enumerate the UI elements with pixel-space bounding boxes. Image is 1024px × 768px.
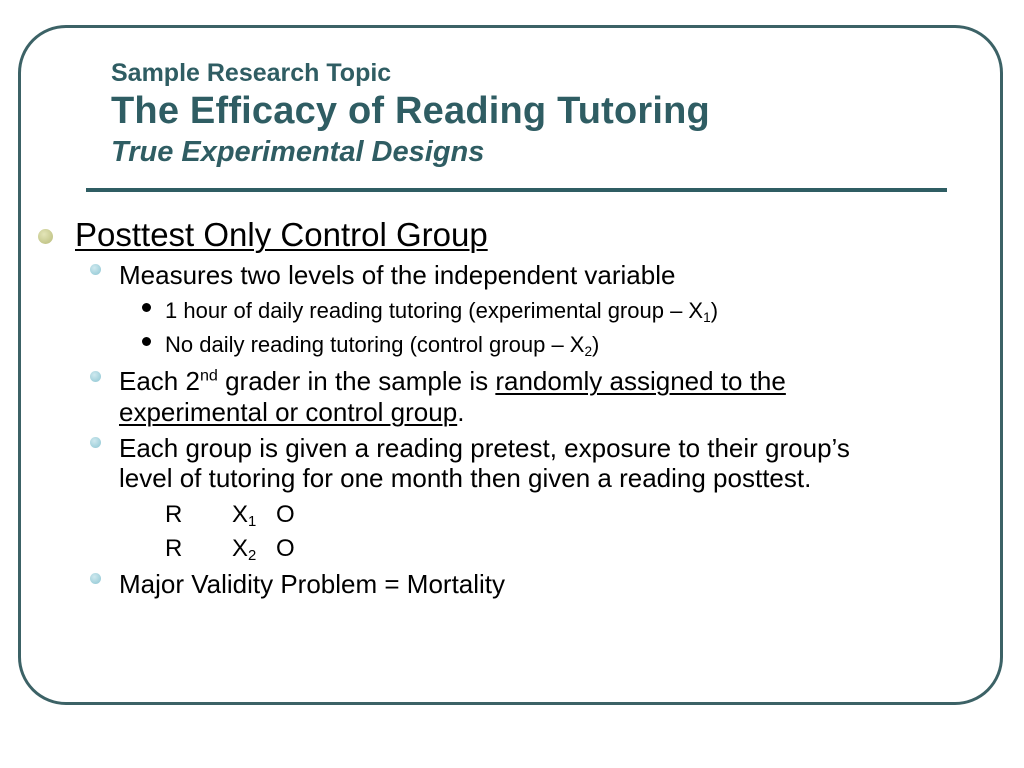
title-divider — [86, 188, 947, 192]
subscript-x2: 2 — [584, 343, 593, 359]
design-notation — [165, 501, 365, 571]
notation-r-1: R — [165, 501, 183, 528]
sub-bullet-control — [165, 331, 599, 359]
bullet-pretest-line1: Each group is given a reading pretest, exposure to their group’s — [119, 433, 850, 463]
notation-x-subscript: 2 — [248, 548, 257, 565]
title-line-topic: Sample Research Topic — [111, 59, 392, 87]
slide-title — [111, 58, 710, 170]
bullet-dot-level2 — [90, 437, 101, 448]
sub-bullet-experimental-text: 1 hour of daily reading tutoring (experimental group – X — [165, 298, 704, 323]
sub-bullet-control-close: ) — [592, 332, 600, 357]
notation-o-1: O — [276, 501, 295, 528]
main-bullet-heading: Posttest Only Control Group — [75, 216, 488, 253]
bullet-dot-level2 — [90, 371, 101, 382]
notation-x-letter: X — [232, 501, 249, 528]
bullet-dot-level3 — [142, 303, 151, 312]
notation-x-letter: X — [232, 535, 249, 562]
subscript-x1: 1 — [703, 309, 711, 325]
notation-x-2 — [232, 535, 256, 563]
bullet-dot-level1 — [38, 229, 53, 244]
sub-bullet-experimental-close: ) — [710, 298, 719, 323]
assignment-underlined-1: randomly assigned to the — [495, 366, 786, 396]
title-line-main: The Efficacy of Reading Tutoring — [111, 90, 710, 132]
sub-bullet-experimental — [165, 297, 718, 325]
bullet-assignment-line2 — [119, 397, 464, 427]
assignment-period: . — [457, 397, 465, 427]
assignment-pre: Each 2 — [119, 366, 200, 396]
notation-o-2: O — [276, 535, 295, 562]
bullet-measures-text: Measures two levels of the independent variable — [119, 260, 676, 290]
bullet-pretest-line2: level of tutoring for one month then given a reading posttest. — [119, 463, 812, 493]
assignment-mid: grader in the sample is — [217, 366, 496, 396]
bullet-dot-level2 — [90, 264, 101, 275]
bullet-dot-level3 — [142, 337, 151, 346]
bullet-dot-level2 — [90, 573, 101, 584]
title-line-subtitle: True Experimental Designs — [111, 136, 485, 168]
bullet-assignment-line1 — [119, 366, 786, 396]
superscript-nd: nd — [199, 366, 218, 385]
notation-x-1 — [232, 501, 256, 529]
assignment-underlined-2: experimental or control group — [119, 397, 458, 427]
bullet-validity-text: Major Validity Problem = Mortality — [119, 569, 506, 599]
notation-r-2: R — [165, 535, 183, 562]
sub-bullet-control-text: No daily reading tutoring (control group – X — [165, 332, 585, 357]
notation-x-subscript: 1 — [248, 514, 257, 531]
